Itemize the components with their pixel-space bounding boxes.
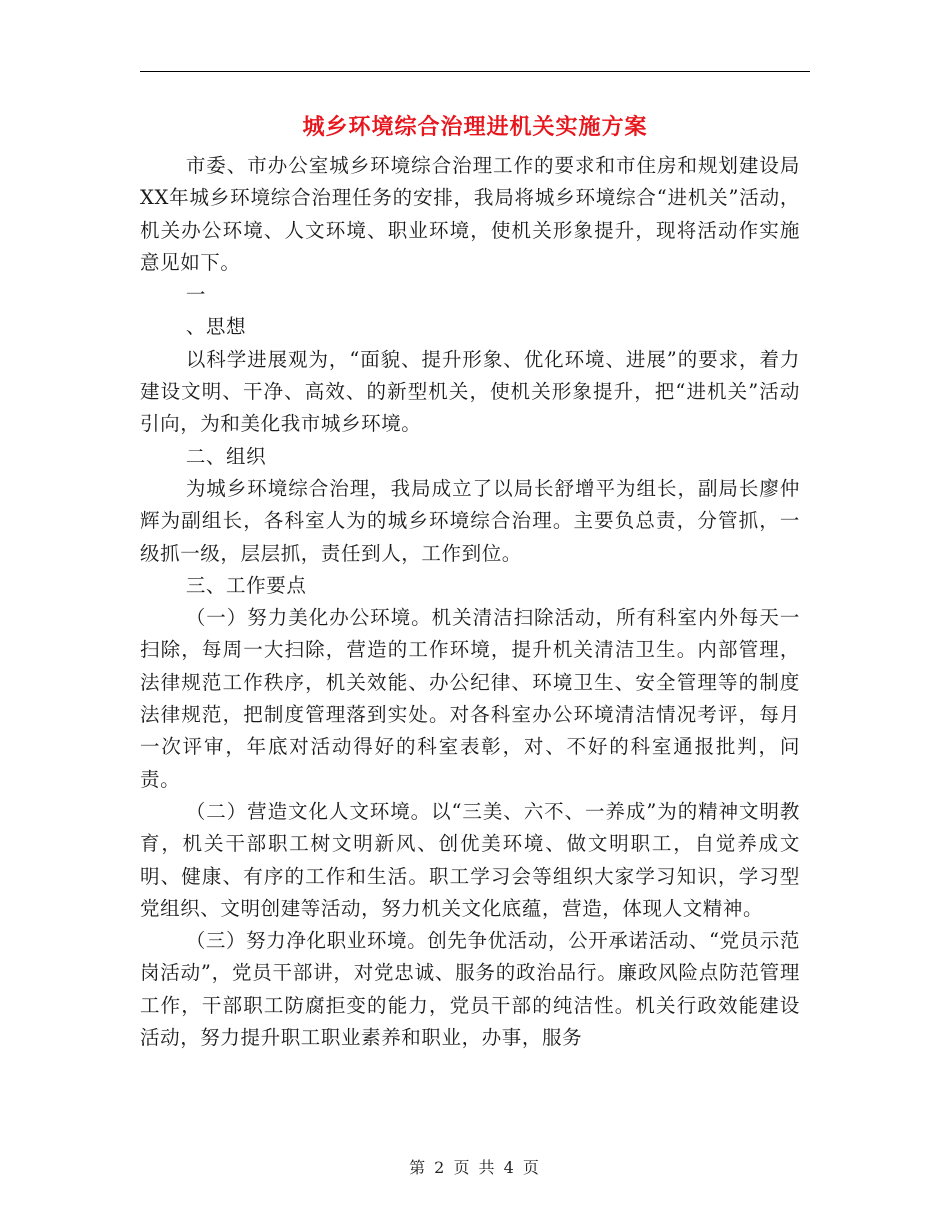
section-2-paragraph: 为城乡环境综合治理，我局成立了以局长舒增平为组长，副局长廖仲辉为副组长，各科室人为的城乡环境综合治理。主要负总责，分管抓，一级抓一级，层层抓，责任到人，工作到位。 (140, 476, 800, 565)
section-3-heading: 三、工作要点 (185, 573, 307, 597)
item-3-paragraph: （三）努力净化职业环境。创先争优活动，公开承诺活动、“党员示范岗活动”，党员干部讲，对党忠诚、服务的政治品行。廉政风险点防范管理工作，干部职工防腐拒变的能力，党员干部的纯洁性。机关行政效能建设活动，努力提升职工职业素养和职业，办事，服务 (140, 929, 800, 1050)
section-1-paragraph: 以科学进展观为，“面貌、提升形象、优化环境、进展”的要求，着力建设文明、干净、高效、的新型机关，使机关形象提升，把“进机关”活动引向，为和美化我市城乡环境。 (140, 347, 800, 436)
section-1-number: 一 (185, 283, 206, 307)
document-title: 城乡环境综合治理进机关实施方案 (302, 115, 648, 140)
intro-paragraph: 市委、市办公室城乡环境综合治理工作的要求和市住房和规划建设局XX年城乡环境综合治理任务的安排，我局将城乡环境综合“进机关”活动，机关办公环境、人文环境、职业环境，使机关形象提升，现将活动作实施意见如下。 (140, 154, 800, 274)
header-rule (140, 71, 810, 72)
item-2-paragraph: （二）营造文化人文环境。以“三美、六不、一养成”为的精神文明教育，机关干部职工树文明新风、创优美环境、做文明职工，自觉养成文明、健康、有序的工作和生活。职工学习会等组织大家学习知识，学习型党组织、文明创建等活动，努力机关文化底蕴，营造，体现人文精神。 (140, 799, 800, 920)
page-number: 第 2 页 共 4 页 (409, 1158, 541, 1177)
item-1-paragraph: （一）努力美化办公环境。机关清洁扫除活动，所有科室内外每天一扫除，每周一大扫除，营造的工作环境，提升机关清洁卫生。内部管理，法律规范工作秩序，机关效能、办公纪律、环境卫生、安全管理等的制度法律规范，把制度管理落到实处。对各科室办公环境清洁情况考评，每月一次评审，年底对活动得好的科室表彰，对、不好的科室通报批判，问责。 (140, 606, 800, 791)
document-body (140, 150, 800, 1054)
section-2-heading: 二、组织 (185, 444, 267, 468)
section-1-heading: 、思想 (185, 315, 247, 339)
